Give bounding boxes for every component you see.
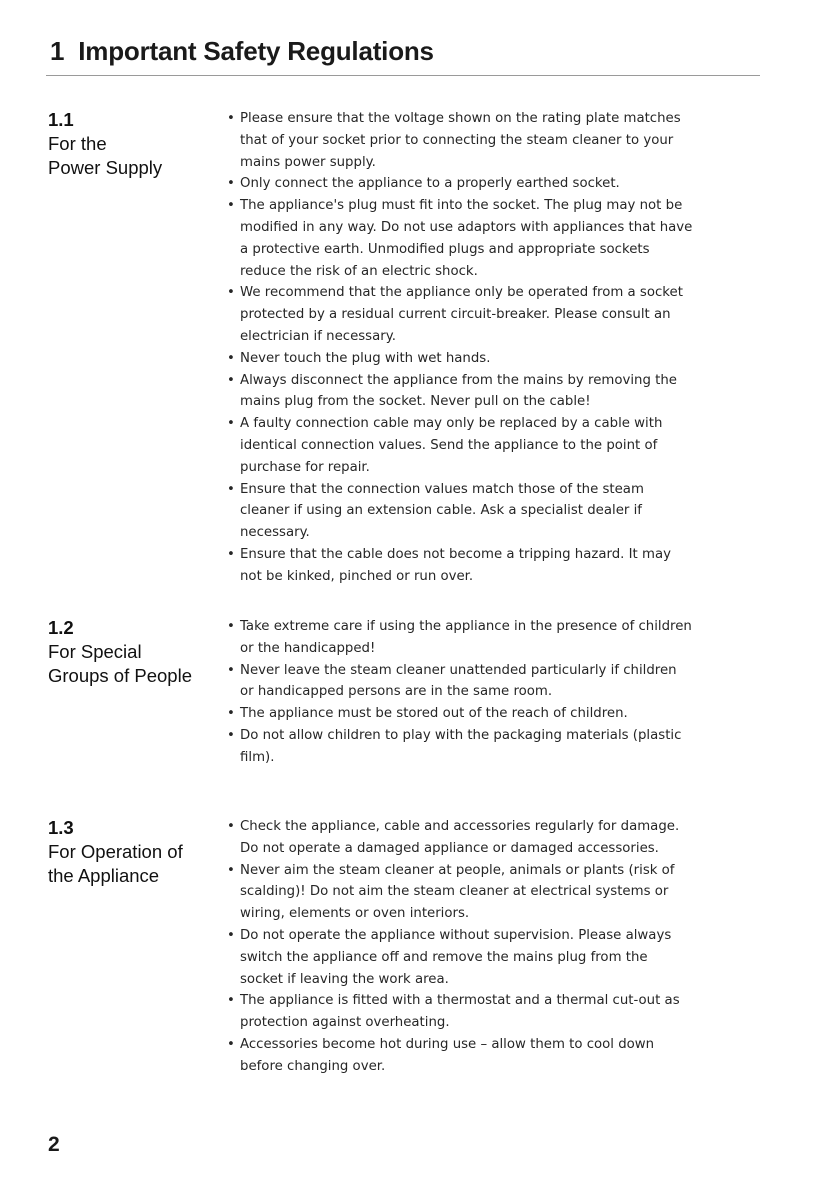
bullet-list [226,816,694,1078]
page-number: 2 [48,1133,60,1156]
bullet-item: • Check the appliance, cable and accessories regularly for damage. Do not operate a damaged appliance or damaged accessories. [226,816,694,860]
section-number: 1.3 [48,817,74,838]
bullet-item: • Take extreme care if using the appliance in the presence of children or the handicapped! [226,616,694,660]
bullet-item: • Accessories become hot during use – allow them to cool down before changing over. [226,1034,694,1078]
bullet-list [226,616,694,769]
section-title-line: For Special [48,641,142,662]
bullet-item: • Ensure that the cable does not become a tripping hazard. It may not be kinked, pinched or run over. [226,544,694,588]
bullet-item: • The appliance is fitted with a thermostat and a thermal cut-out as protection against overheating. [226,990,694,1034]
bullet-item: • The appliance must be stored out of the reach of children. [226,703,694,725]
bullet-item: • Never aim the steam cleaner at people, animals or plants (risk of scalding)! Do not aim the steam cleaner at electrical systems or wiring, elements or oven interiors. [226,860,694,925]
bullet-item: • A faulty connection cable may only be replaced by a cable with identical connection values. Send the appliance to the point of purchase for repair. [226,413,694,478]
bullet-item: • Please ensure that the voltage shown on the rating plate matches that of your socket prior to connecting the steam cleaner to your mains power supply. [226,108,694,173]
section-title-line: For Operation of [48,841,183,862]
bullet-item: • Ensure that the connection values match those of the steam cleaner if using an extension cable. Ask a specialist dealer if necessary. [226,479,694,544]
bullet-item: • Never touch the plug with wet hands. [226,348,694,370]
section-number: 1.2 [48,617,74,638]
bullet-item: • Only connect the appliance to a properly earthed socket. [226,173,694,195]
section-title-line: For the [48,133,107,154]
section-title [48,108,162,180]
section-title [48,816,183,888]
chapter-number: 1 [50,36,65,66]
bullet-item: • Always disconnect the appliance from the mains by removing the mains plug from the socket. Never pull on the cable! [226,370,694,414]
bullet-item: • Do not operate the appliance without supervision. Please always switch the appliance off and remove the mains plug from the socket if leaving the work area. [226,925,694,990]
bullet-item: • The appliance's plug must fit into the socket. The plug may not be modified in any way. Do not use adaptors with appliances that have a protective earth. Unmodified plugs and appropriate sockets reduce the risk of an electric shock. [226,195,694,282]
heading-divider [46,75,760,76]
section-title-line: the Appliance [48,865,160,886]
section-title [48,616,192,688]
page-heading [50,36,434,67]
bullet-item: • Do not allow children to play with the packaging materials (plastic film). [226,725,694,769]
bullet-list [226,108,694,588]
chapter-title: Important Safety Regulations [78,36,434,66]
bullet-item: • Never leave the steam cleaner unattended particularly if children or handicapped persons are in the same room. [226,660,694,704]
section-title-line: Groups of People [48,665,192,686]
section-title-line: Power Supply [48,157,163,178]
section-number: 1.1 [48,109,74,130]
bullet-item: • We recommend that the appliance only be operated from a socket protected by a residual current circuit-breaker. Please consult an electrician if necessary. [226,282,694,347]
